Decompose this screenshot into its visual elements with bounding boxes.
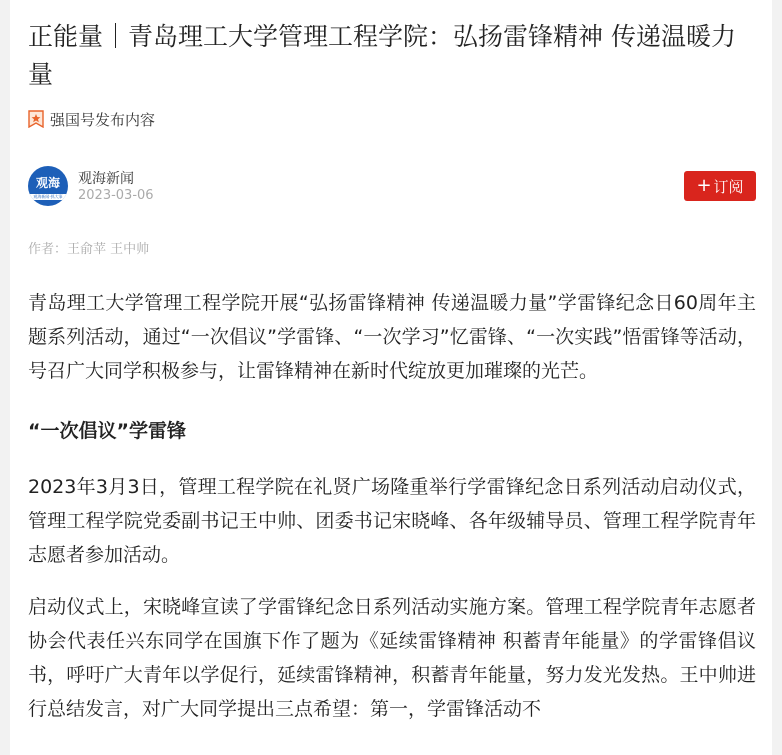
plus-icon: + — [696, 175, 712, 196]
publish-date: 2023-03-06 — [78, 188, 154, 203]
avatar-tag: 观海新闻·抓大事 — [28, 194, 68, 200]
paragraph: 青岛理工大学管理工程学院开展“弘扬雷锋精神 传递温暖力量”学雷锋纪念日60周年主题系列活动，通过“一次倡议”学雷锋、“一次学习”忆雷锋、“一次实践”悟雷锋等活动，号召广大同学积极参与，让雷锋精神在新时代绽放更加璀璨的光芒。 — [28, 292, 756, 382]
paragraph: 启动仪式上，宋晓峰宣读了学雷锋纪念日系列活动实施方案。管理工程学院青年志愿者协会代表任兴东同学在国旗下作了题为《延续雷锋精神 积蓄青年能量》的学雷锋倡议书，呼吁广大青年以学促行，延续雷锋精神，积蓄青年能量，努力发光发热。王中帅进行总结发言，对广大同学提出三点希望：第一，学雷锋活动不 — [28, 596, 756, 720]
article-title: 正能量｜青岛理工大学管理工程学院：弘扬雷锋精神 传递温暖力量 — [28, 22, 736, 89]
article-body — [28, 286, 756, 744]
byline: 作者：王俞苹 王中帅 — [28, 242, 150, 257]
article-card — [10, 0, 772, 755]
section-heading: “一次倡议”学雷锋 — [28, 420, 186, 442]
paragraph: 2023年3月3日，管理工程学院在礼贤广场隆重举行学雷锋纪念日系列活动启动仪式，管理工程学院党委副书记王中帅、团委书记宋晓峰、各年级辅导员、管理工程学院青年志愿者参加活动。 — [28, 476, 756, 566]
avatar-logo: 观海 — [35, 176, 60, 190]
badge-star-icon — [28, 110, 44, 128]
avatar[interactable] — [28, 166, 68, 206]
source-row — [28, 108, 155, 130]
source-label: 强国号发布内容 — [50, 110, 156, 129]
author-row — [28, 164, 756, 210]
account-name[interactable]: 观海新闻 — [78, 171, 134, 187]
subscribe-button[interactable] — [684, 171, 756, 201]
subscribe-label: 订阅 — [713, 177, 744, 196]
